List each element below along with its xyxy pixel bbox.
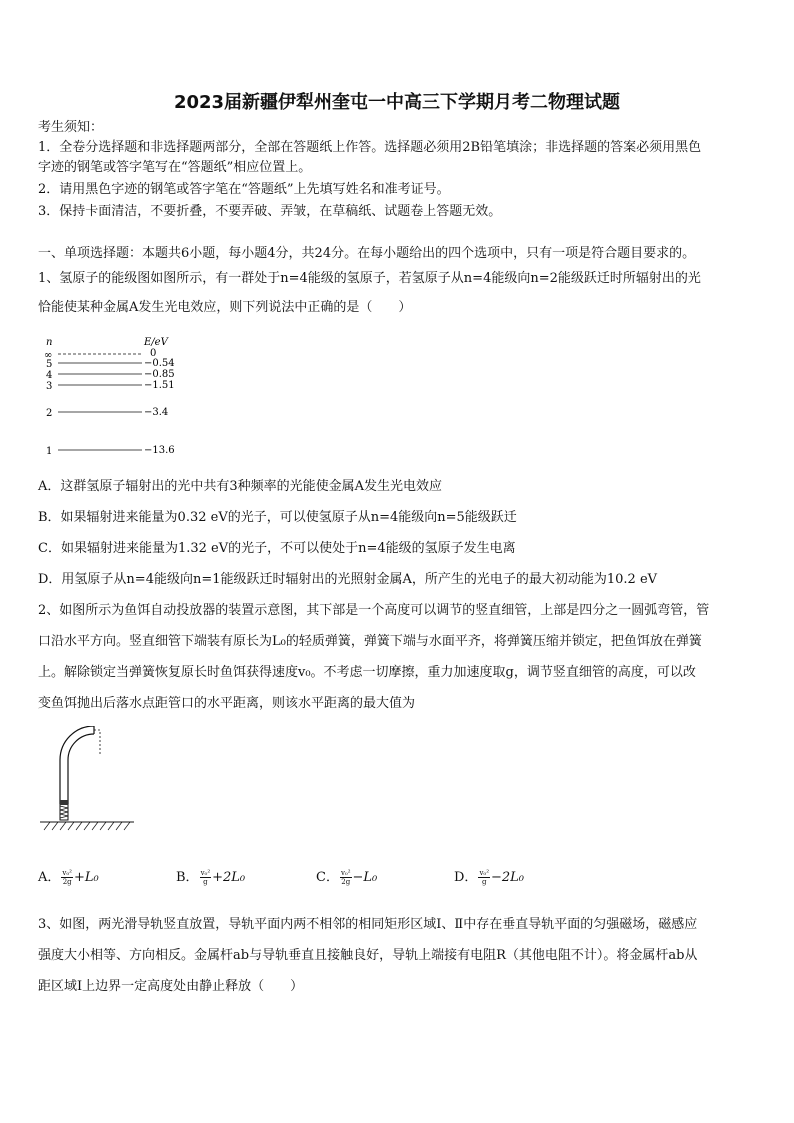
level-n-1: 1 xyxy=(46,446,53,457)
fraction-numerator: v₀² xyxy=(200,869,211,877)
q2-option-d-fraction xyxy=(478,869,490,886)
q1-option-a: A．这群氢原子辐射出的光中共有3种频率的光能使金属A发生光电效应 xyxy=(38,479,443,494)
q2-option-a-rest: +L₀ xyxy=(73,870,99,885)
inner-arc-tube xyxy=(68,734,94,804)
level-e-1: −13.6 xyxy=(144,445,175,456)
q1-option-c: C．如果辐射进来能量为1.32 eV的光子，不可以使处于n=4能级的氢原子发生电离 xyxy=(38,541,516,556)
q2-option-c-rest: −L₀ xyxy=(352,870,378,885)
q2-stem-line-2: 口沿水平方向。竖直细管下端装有原长为L₀的轻质弹簧，弹簧下端与水面平齐，将弹簧压缩并锁定，把鱼饵放在弹簧 xyxy=(38,634,702,649)
notice-item-1: 1．全卷分选择题和非选择题两部分，全部在答题纸上作答。选择题必须用2B铅笔填涂；非选择题的答案必须用黑色 xyxy=(38,140,702,155)
n-axis-label: n xyxy=(46,337,53,348)
level-n-4: 4 xyxy=(46,370,53,381)
q2-option-b-rest: +2L₀ xyxy=(212,870,246,885)
q1-option-d: D．用氢原子从n=4能级向n=1能级跃迁时辐射出的光照射金属A，所产生的光电子的最大初动能为10.2 eV xyxy=(38,572,658,587)
outer-arc-tube xyxy=(60,726,94,804)
q2-option-a-fraction xyxy=(61,869,73,886)
page-title: 2023届新疆伊犁州奎屯一中高三下学期月考二物理试题 xyxy=(173,92,621,113)
q1-stem-line-2: 恰能使某种金属A发生光电效应，则下列说法中正确的是（ ） xyxy=(38,300,412,315)
level-n-2: 2 xyxy=(46,408,53,419)
fraction-numerator: v₀² xyxy=(479,869,490,877)
energy-level-diagram xyxy=(40,332,200,462)
trajectory-dashed xyxy=(94,730,100,756)
fraction-denominator: g xyxy=(481,878,487,886)
q2-option-c-label: C． xyxy=(316,870,339,885)
q2-option-b-label: B． xyxy=(176,870,199,885)
q2-stem-line-4: 变鱼饵抛出后落水点距管口的水平距离，则该水平距离的最大值为 xyxy=(38,696,416,711)
q2-stem-line-3: 上。解除锁定当弹簧恢复原长时鱼饵获得速度v₀。不考虑一切摩擦，重力加速度取g，调节竖直细管的高度，可以改 xyxy=(38,665,696,680)
level-e-4: −0.85 xyxy=(144,369,175,380)
q2-stem-line-1: 2、如图所示为鱼饵自动投放器的装置示意图，其下部是一个高度可以调节的竖直细管，上部是四分之一圆弧弯管，管 xyxy=(38,603,710,618)
bait xyxy=(60,800,68,805)
q2-option-c-fraction xyxy=(340,869,352,886)
level-e-2: −3.4 xyxy=(144,407,169,418)
level-n-3: 3 xyxy=(46,381,53,392)
q2-option-a-label: A． xyxy=(38,870,61,885)
q2-option-b-fraction xyxy=(200,869,212,886)
notice-item-1-cont: 字迹的钢笔或答字笔写在“答题纸”相应位置上。 xyxy=(38,160,312,175)
q3-stem-line-1: 3、如图，两光滑导轨竖直放置，导轨平面内两不相邻的相同矩形区域Ⅰ、Ⅱ中存在垂直导轨平面的匀强磁场，磁感应 xyxy=(38,917,698,932)
q3-stem-line-2: 强度大小相等、方向相反。金属杆ab与导轨垂直且接触良好，导轨上端接有电阻R（其他电阻不计）。将金属杆ab从 xyxy=(38,948,698,963)
q1-option-b: B．如果辐射进来能量为0.32 eV的光子，可以使氢原子从n=4能级向n=5能级跃迁 xyxy=(38,510,517,525)
level-e-inf: 0 xyxy=(150,348,157,359)
q1-stem-line-1: 1、氢原子的能级图如图所示，有一群处于n=4能级的氢原子，若氢原子从n=4能级向n=2能级跃迁时所辐射出的光 xyxy=(38,271,701,286)
q2-option-b xyxy=(176,866,245,886)
q3-stem-line-3: 距区域Ⅰ上边界一定高度处由静止释放（ ） xyxy=(38,979,304,994)
q2-option-d-rest: −2L₀ xyxy=(491,870,525,885)
level-e-5: −0.54 xyxy=(144,358,175,369)
fraction-numerator: v₀² xyxy=(340,869,351,877)
notice-heading: 考生须知： xyxy=(38,120,104,135)
fraction-denominator: 2g xyxy=(62,878,72,886)
section-heading: 一、单项选择题：本题共6小题，每小题4分，共24分。在每小题给出的四个选项中，只有一项是符合题目要求的。 xyxy=(38,246,696,261)
notice-item-3: 3．保持卡面清洁，不要折叠，不要弄破、弄皱，在草稿纸、试题卷上答题无效。 xyxy=(38,204,502,219)
level-n-5: 5 xyxy=(46,359,53,370)
q2-option-c xyxy=(316,866,377,886)
notice-item-2: 2．请用黑色字迹的钢笔或答字笔在“答题纸”上先填写姓名和准考证号。 xyxy=(38,182,450,197)
fraction-denominator: g xyxy=(203,878,208,886)
q2-option-d-label: D． xyxy=(454,870,478,885)
bait-launcher-diagram xyxy=(38,726,138,836)
fraction-denominator: 2g xyxy=(341,878,351,886)
q2-option-a xyxy=(38,866,99,886)
fraction-numerator: v₀² xyxy=(62,869,72,877)
level-e-3: −1.51 xyxy=(144,380,175,391)
ground-hatch xyxy=(44,822,130,830)
energy-axis-label: E/eV xyxy=(144,337,168,348)
q2-option-d xyxy=(454,866,524,886)
level-n-inf: ∞ xyxy=(44,350,53,361)
